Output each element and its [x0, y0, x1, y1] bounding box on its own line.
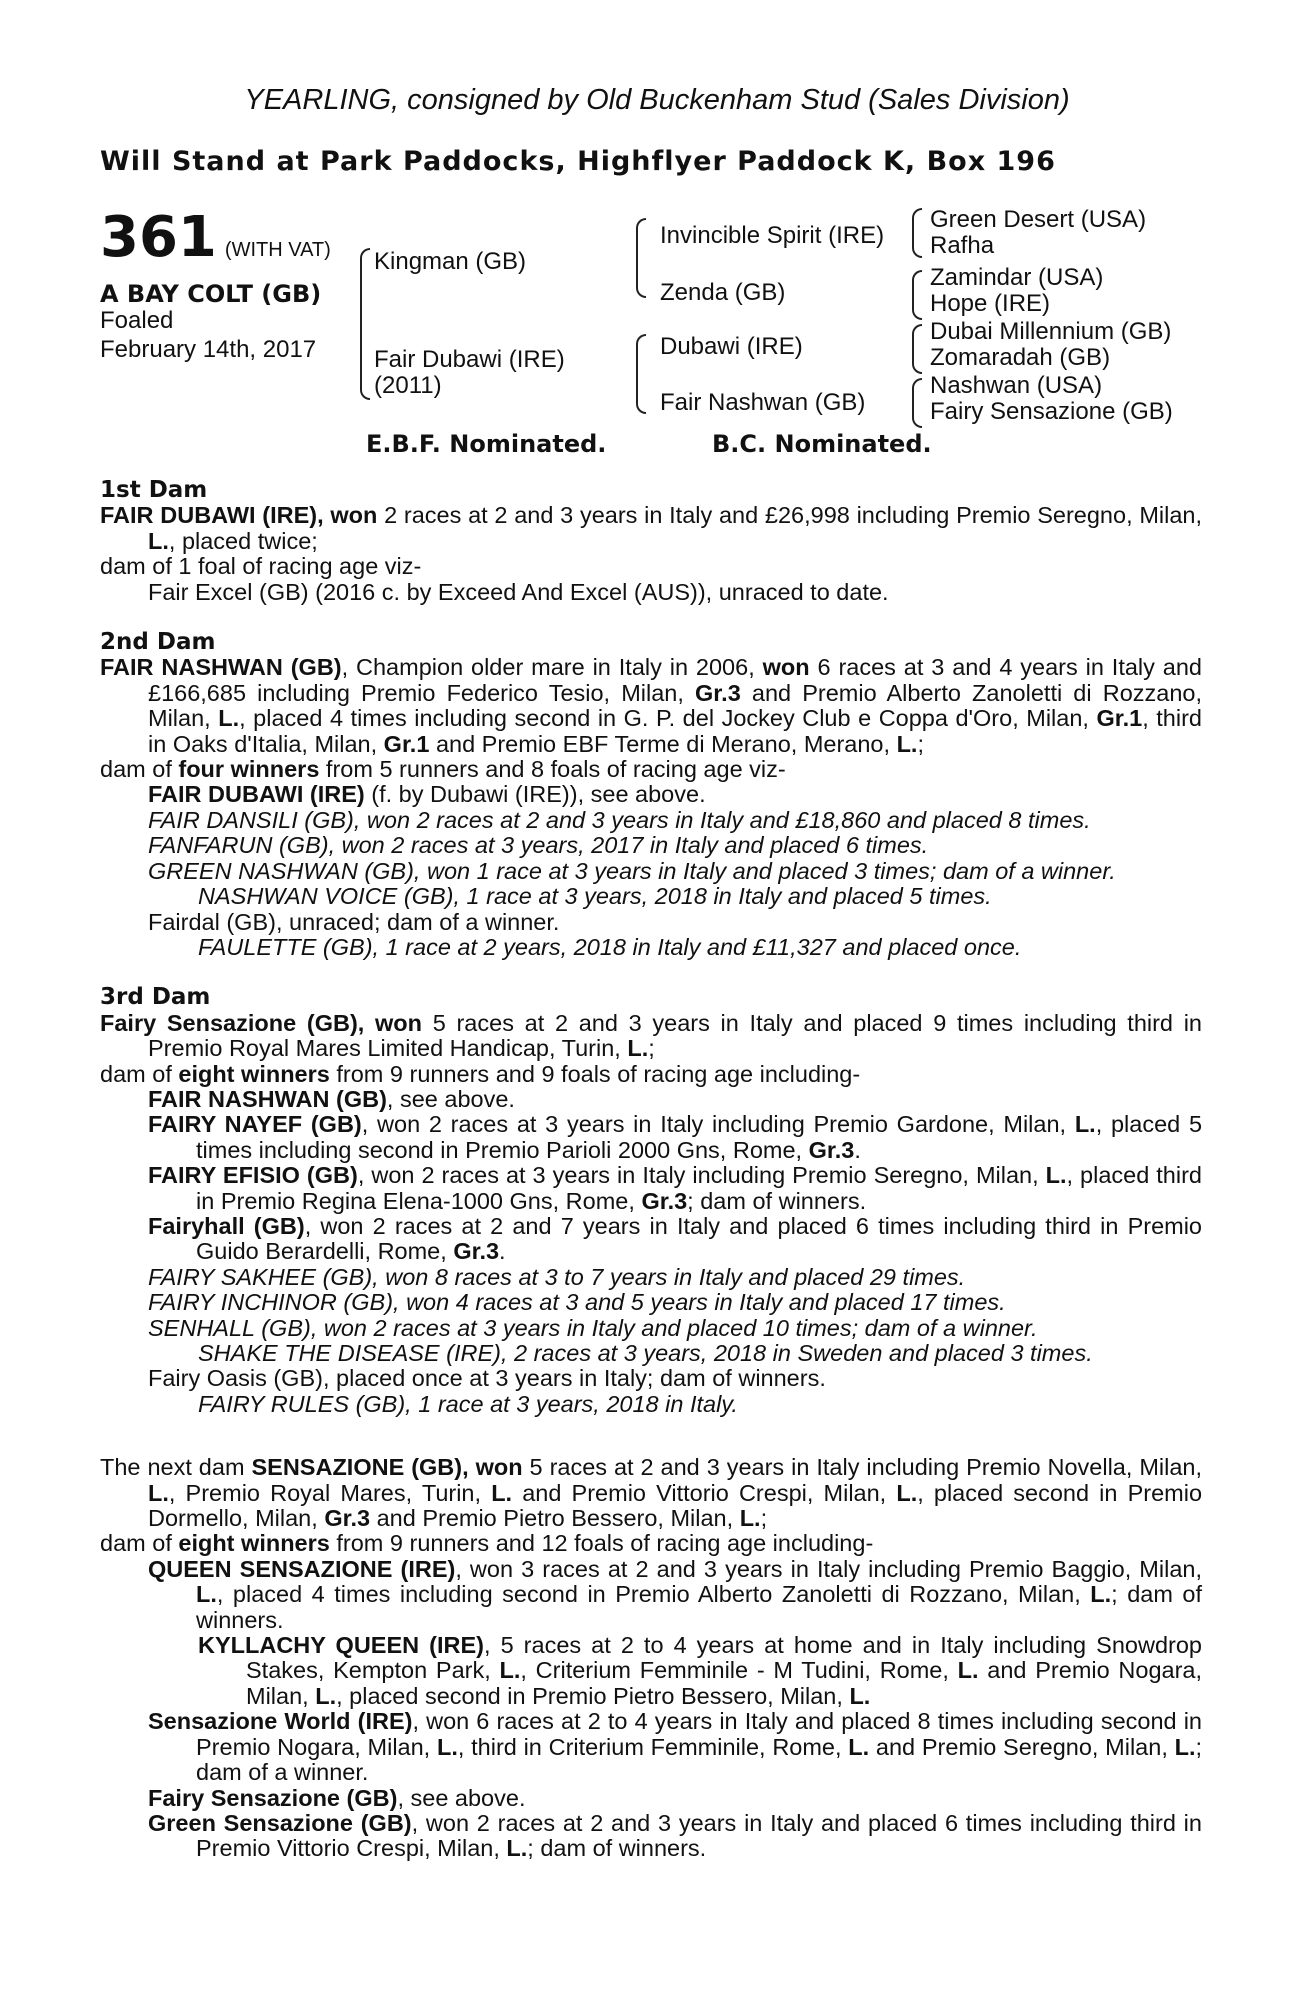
pedigree-gen3: Zamindar (USA)	[930, 264, 1104, 291]
produce-record: QUEEN SENSAZIONE (IRE), won 3 races at 2 and 3 years in Italy including Premio Baggio, Milan, L., placed 4 times including second in Premio Alberto Zanoletti di Rozzano, Milan, L.; dam of winners.	[148, 1555, 1203, 1633]
produce-record: Fairy Oasis (GB), placed once at 3 years in Italy; dam of winners.	[148, 1365, 826, 1392]
produce-record: FAIRY RULES (GB), 1 race at 3 years, 2018 in Italy.	[198, 1390, 738, 1417]
produce-record: GREEN NASHWAN (GB), won 1 race at 3 years in Italy and placed 3 times; dam of a winner.	[148, 857, 1116, 884]
consignor-heading: YEARLING, consigned by Old Buckenham Stud (Sales Division)	[244, 84, 1070, 116]
pedigree-dam-year: (2011)	[374, 372, 442, 399]
pedigree-gen3: Dubai Millennium (GB)	[930, 318, 1172, 345]
produce-record: FAIRY NAYEF (GB), won 2 races at 3 years in Italy including Premio Gardone, Milan, L., placed 5 times including second in Premio Parioli 2000 Gns, Rome, Gr.3.	[148, 1111, 1203, 1163]
produce-record: FAIR DUBAWI (IRE) (f. by Dubawi (IRE)), see above.	[148, 781, 706, 808]
pedigree-gen3: Hope (IRE)	[930, 290, 1051, 317]
produce-record: Green Sensazione (GB), won 2 races at 2 and 3 years in Italy and placed 6 times including third in Premio Vittorio Crespi, Milan, L.; dam of winners.	[148, 1809, 1202, 1862]
produce-record: FAIRY SAKHEE (GB), won 8 races at 3 to 7 years in Italy and placed 29 times.	[148, 1263, 966, 1290]
pedigree-brace	[912, 270, 922, 320]
produce-record: FAIR DANSILI (GB), won 2 races at 2 and 3 years in Italy and £18,860 and placed 8 times.	[148, 806, 1091, 833]
pedigree-gen3: Green Desert (USA)	[930, 206, 1147, 233]
first-dam-heading: 1st Dam	[100, 477, 208, 503]
produce-record: FAIR NASHWAN (GB), see above.	[148, 1085, 515, 1112]
pedigree-brace	[636, 218, 646, 298]
produce-record: KYLLACHY QUEEN (IRE), 5 races at 2 to 4 years at home and in Italy including Snowdrop Stakes, Kempton Park, L., Criterium Femminile - M Tudini, Rome, L. and Premio Nogara, Milan, L., placed second in Premio Pietro Bessero, Milan, L.	[198, 1632, 1203, 1709]
pedigree-dam: Fair Dubawi (IRE)	[374, 346, 565, 373]
third-dam-entry: Fairy Sensazione (GB), won 5 races at 2 and 3 years in Italy and placed 9 times including third in Premio Royal Mares Limited Handicap, Turin, L.;	[100, 1009, 1202, 1062]
first-dam-produce: dam of 1 foal of racing age viz-	[100, 553, 422, 580]
third-dam-heading: 3rd Dam	[100, 984, 211, 1011]
produce-record: Fairdal (GB), unraced; dam of a winner.	[148, 908, 560, 935]
lot-description: A BAY COLT (GB)	[100, 280, 322, 308]
pedigree-dam-dam: Fair Nashwan (GB)	[660, 389, 866, 416]
bc-nominated: B.C. Nominated.	[712, 430, 932, 458]
produce-record: SENHALL (GB), won 2 races at 3 years in Italy and placed 10 times; dam of a winner.	[148, 1314, 1038, 1341]
pedigree-gen3: Zomaradah (GB)	[930, 344, 1111, 371]
foaled-date: February 14th, 2017	[100, 336, 317, 363]
produce-record: SHAKE THE DISEASE (IRE), 2 races at 3 years, 2018 in Sweden and placed 3 times.	[198, 1340, 1093, 1366]
pedigree-gen3: Rafha	[930, 232, 995, 259]
next-dam-produce: dam of eight winners from 9 runners and 12 foals of racing age including-	[100, 1530, 874, 1557]
pedigree-brace	[912, 324, 922, 374]
catalogue-body	[100, 478, 1202, 1862]
produce-record: NASHWAN VOICE (GB), 1 race at 3 years, 2018 in Italy and placed 5 times.	[198, 883, 992, 910]
pedigree-brace	[912, 208, 922, 258]
produce-record: Fairy Sensazione (GB), see above.	[148, 1784, 526, 1811]
foaled-info	[100, 306, 316, 364]
produce-record: Sensazione World (IRE), won 6 races at 2 to 4 years in Italy and placed 8 times including second in Premio Nogara, Milan, L., third in Criterium Femminile, Rome, L. and Premio Seregno, Milan, L.; dam of a winner.	[148, 1708, 1203, 1786]
pedigree-brace	[636, 334, 646, 414]
second-dam-heading: 2nd Dam	[100, 629, 216, 656]
pedigree-sire-dam: Zenda (GB)	[660, 279, 786, 306]
pedigree-gen3: Fairy Sensazione (GB)	[930, 398, 1173, 425]
produce-record: Fairyhall (GB), won 2 races at 2 and 7 years in Italy and placed 6 times including third in Premio Guido Berardelli, Rome, Gr.3.	[148, 1212, 1202, 1265]
third-dam-produce: dam of eight winners from 9 runners and 9 foals of racing age including-	[100, 1060, 861, 1087]
lot-number: 361	[100, 205, 217, 270]
pedigree-brace	[360, 248, 370, 400]
ebf-nominated: E.B.F. Nominated.	[366, 430, 607, 458]
second-dam-entry: FAIR NASHWAN (GB), Champion older mare in Italy in 2006, won 6 races at 3 and 4 years in Italy and £166,685 including Premio Federico Tesio, Milan, Gr.3 and Premio Alberto Zanoletti di Rozzano, Milan, L., placed 4 times including second in G. P. del Jockey Club e Coppa d'Oro, Milan, Gr.1, third in Oaks d'Italia, Milan, Gr.1 and Premio EBF Terme di Merano, Merano, L.;	[100, 654, 1203, 757]
produce-record: FANFARUN (GB), won 2 races at 3 years, 2017 in Italy and placed 6 times.	[148, 832, 929, 859]
lot-block	[100, 205, 331, 270]
foaled-label: Foaled	[100, 307, 174, 334]
produce-record: FAULETTE (GB), 1 race at 2 years, 2018 in Italy and £11,327 and placed once.	[198, 933, 1022, 960]
produce-record: Fair Excel (GB) (2016 c. by Exceed And Excel (AUS)), unraced to date.	[148, 578, 889, 605]
pedigree-sire: Kingman (GB)	[374, 248, 527, 275]
pedigree-gen3: Nashwan (USA)	[930, 372, 1103, 399]
vat-note: (WITH VAT)	[224, 239, 331, 261]
first-dam-entry: FAIR DUBAWI (IRE), won 2 races at 2 and 3 years in Italy and £26,998 including Premio Seregno, Milan, L., placed twice;	[100, 502, 1203, 554]
pedigree-sire-sire: Invincible Spirit (IRE)	[660, 222, 885, 249]
next-dam-entry: The next dam SENSAZIONE (GB), won 5 races at 2 and 3 years in Italy including Premio Novella, Milan, L., Premio Royal Mares, Turin, L. and Premio Vittorio Crespi, Milan, L., placed second in Premio Dormello, Milan, Gr.3 and Premio Pietro Bessero, Milan, L.;	[100, 1454, 1203, 1532]
pedigree-dam-sire: Dubawi (IRE)	[660, 333, 803, 360]
produce-record: FAIRY EFISIO (GB), won 2 races at 3 years in Italy including Premio Seregno, Milan, L., placed third in Premio Regina Elena-1000 Gns, Rome, Gr.3; dam of winners.	[148, 1162, 1202, 1214]
pedigree-brace	[912, 378, 922, 428]
second-dam-produce: dam of four winners from 5 runners and 8 foals of racing age viz-	[100, 756, 786, 783]
produce-record: FAIRY INCHINOR (GB), won 4 races at 3 and 5 years in Italy and placed 17 times.	[148, 1289, 1006, 1316]
stand-location: Will Stand at Park Paddocks, Highflyer Paddock K, Box 196	[100, 146, 1056, 177]
